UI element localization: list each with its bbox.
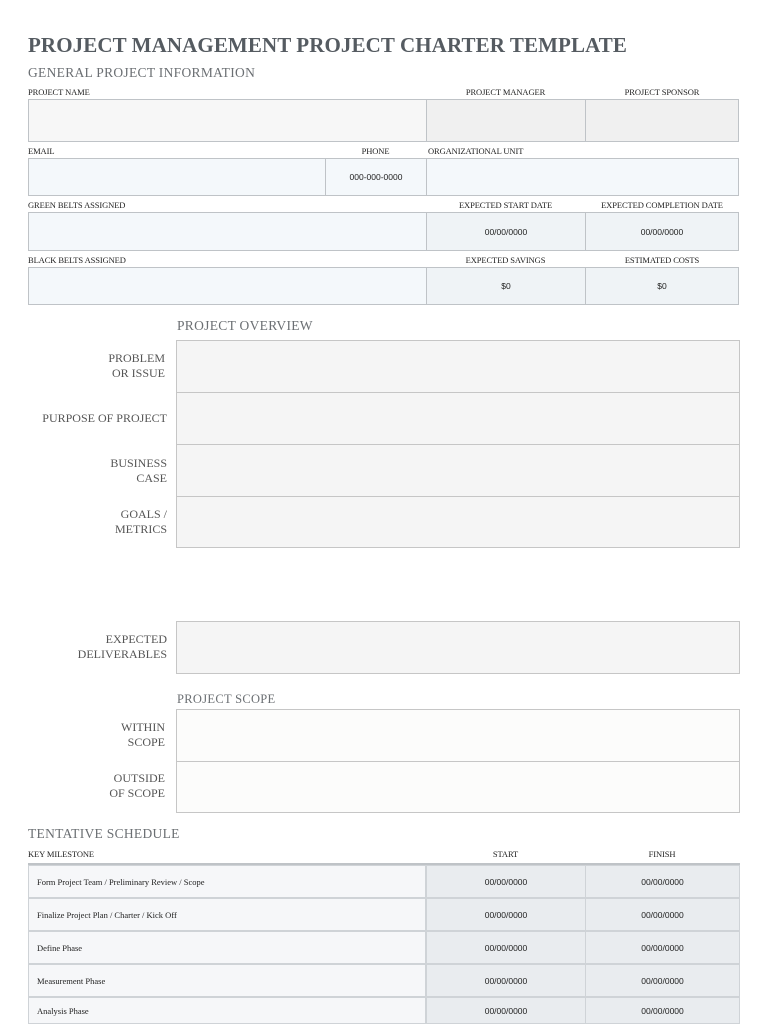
project-sponsor-label: PROJECT SPONSOR <box>624 87 700 97</box>
start-col-header: START <box>492 849 519 859</box>
milestone-cell[interactable]: Define Phase <box>28 931 426 964</box>
milestone-col-header: KEY MILESTONE <box>28 849 94 859</box>
purpose-label: PURPOSE OF PROJECT <box>42 411 167 425</box>
deliverables-field[interactable] <box>176 621 740 674</box>
completion-date-field[interactable]: 00/00/0000 <box>585 212 739 251</box>
project-sponsor-field[interactable] <box>585 99 739 142</box>
scope-heading: PROJECT SCOPE <box>177 692 276 706</box>
email-label: EMAIL <box>28 146 55 156</box>
green-belts-field[interactable] <box>28 212 427 251</box>
start-date-label: EXPECTED START DATE <box>458 200 553 210</box>
page-title: PROJECT MANAGEMENT PROJECT CHARTER TEMPLATE <box>28 33 628 57</box>
outside-scope-field[interactable] <box>176 761 740 813</box>
within-scope-field[interactable] <box>176 709 740 762</box>
black-belts-field[interactable] <box>28 267 427 305</box>
finish-cell[interactable]: 00/00/0000 <box>585 898 740 931</box>
finish-col-header: FINISH <box>648 849 676 859</box>
goals-metrics-field[interactable] <box>176 496 740 548</box>
costs-label: ESTIMATED COSTS <box>624 255 700 265</box>
problem-field[interactable] <box>176 340 740 393</box>
outside-scope-label: OUTSIDE OF SCOPE <box>109 771 165 800</box>
phone-label: PHONE <box>361 146 390 156</box>
org-unit-field[interactable] <box>426 158 739 196</box>
costs-field[interactable]: $0 <box>585 267 739 305</box>
table-row <box>28 997 740 1024</box>
phone-field[interactable]: 000-000-0000 <box>325 158 427 196</box>
schedule-heading: TENTATIVE SCHEDULE <box>28 826 180 841</box>
start-cell[interactable]: 00/00/0000 <box>426 997 586 1024</box>
project-name-field[interactable] <box>28 99 427 142</box>
savings-label: EXPECTED SAVINGS <box>465 255 546 265</box>
start-cell[interactable]: 00/00/0000 <box>426 931 586 964</box>
milestone-cell[interactable]: Finalize Project Plan / Charter / Kick Off <box>28 898 426 931</box>
table-row <box>28 898 740 931</box>
finish-cell[interactable]: 00/00/0000 <box>585 964 740 997</box>
project-manager-label: PROJECT MANAGER <box>465 87 546 97</box>
org-unit-label: ORGANIZATIONAL UNIT <box>428 146 524 156</box>
email-field[interactable] <box>28 158 326 196</box>
milestone-cell[interactable]: Analysis Phase <box>28 997 426 1024</box>
start-date-field[interactable]: 00/00/0000 <box>426 212 586 251</box>
within-scope-label: WITHIN SCOPE <box>121 720 165 749</box>
start-cell[interactable]: 00/00/0000 <box>426 865 586 898</box>
table-row <box>28 964 740 997</box>
table-row <box>28 931 740 964</box>
table-row <box>28 865 740 898</box>
problem-label: PROBLEM OR ISSUE <box>108 351 165 380</box>
start-cell[interactable]: 00/00/0000 <box>426 964 586 997</box>
savings-field[interactable]: $0 <box>426 267 586 305</box>
goals-metrics-label: GOALS / METRICS <box>114 507 167 536</box>
milestone-cell[interactable]: Form Project Team / Preliminary Review / Scope <box>28 865 426 898</box>
business-case-label: BUSINESS CASE <box>110 456 167 485</box>
project-name-label: PROJECT NAME <box>28 87 90 97</box>
purpose-field[interactable] <box>176 392 740 445</box>
start-cell[interactable]: 00/00/0000 <box>426 898 586 931</box>
project-manager-field[interactable] <box>426 99 586 142</box>
business-case-field[interactable] <box>176 444 740 497</box>
green-belts-label: GREEN BELTS ASSIGNED <box>28 200 126 210</box>
overview-heading: PROJECT OVERVIEW <box>177 318 313 333</box>
deliverables-label: EXPECTED DELIVERABLES <box>77 632 167 661</box>
finish-cell[interactable]: 00/00/0000 <box>585 997 740 1024</box>
finish-cell[interactable]: 00/00/0000 <box>585 865 740 898</box>
black-belts-label: BLACK BELTS ASSIGNED <box>28 255 126 265</box>
milestone-cell[interactable]: Measurement Phase <box>28 964 426 997</box>
completion-date-label: EXPECTED COMPLETION DATE <box>601 200 723 210</box>
finish-cell[interactable]: 00/00/0000 <box>585 931 740 964</box>
general-info-heading: GENERAL PROJECT INFORMATION <box>28 65 256 80</box>
